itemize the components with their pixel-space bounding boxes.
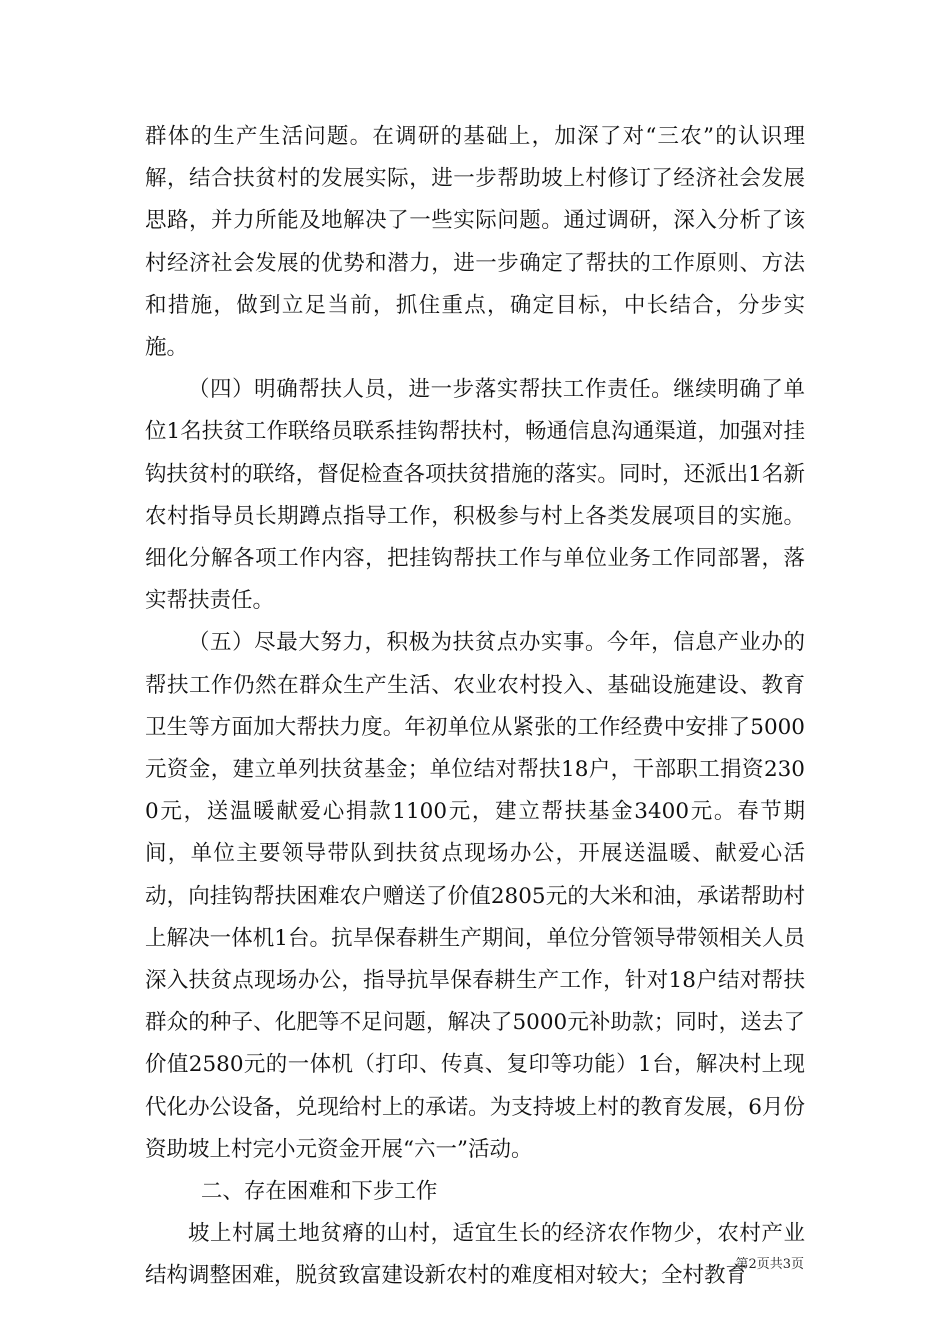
section-heading-two: 二、存在困难和下步工作 bbox=[200, 1179, 438, 1205]
paragraph-continued: 群体的生产生活问题。在调研的基础上，加深了对“三农”的认识理解，结合扶贫村的发展实际，进一步帮助坡上村修订了经济社会发展思路，并力所能及地解决了一些实际问题。通过调研，深入分析了该村经济社会发展的优势和潜力，进一步确定了帮扶的工作原则、方法和措施，做到立足当前，抓住重点，确定目标，中长结合，分步实施。 bbox=[145, 124, 805, 361]
paragraph-section-four: （四）明确帮扶人员，进一步落实帮扶工作责任。继续明确了单位1名扶贫工作联络员联系挂钩帮扶村，畅通信息沟通渠道，加强对挂钩扶贫村的联络，督促检查各项扶贫措施的落实。同时，还派出1名新农村指导员长期蹲点指导工作，积极参与村上各类发展项目的实施。细化分解各项工作内容，把挂钩帮扶工作与单位业务工作同部署，落实帮扶责任。 bbox=[145, 377, 805, 614]
document-body bbox=[145, 116, 805, 1298]
page-number-footer: 第2页共3页 bbox=[735, 1257, 804, 1272]
paragraph-difficulties: 坡上村属土地贫瘠的山村，适宜生长的经济农作物少，农村产业结构调整困难，脱贫致富建设新农村的难度相对较大；全村教育 bbox=[145, 1221, 805, 1289]
paragraph-section-five: （五）尽最大努力，积极为扶贫点办实事。今年，信息产业办的帮扶工作仍然在群众生产生活、农业农村投入、基础设施建设、教育卫生等方面加大帮扶力度。年初单位从紧张的工作经费中安排了5000元资金，建立单列扶贫基金；单位结对帮扶18户，干部职工捐资2300元，送温暖献爱心捐款1100元，建立帮扶基金3400元。春节期间，单位主要领导带队到扶贫点现场办公，开展送温暖、献爱心活动，向挂钩帮扶困难农户赠送了价值2805元的大米和油，承诺帮助村上解决一体机1台。抗旱保春耕生产期间，单位分管领导带领相关人员深入扶贫点现场办公，指导抗旱保春耕生产工作，针对18户结对帮扶群众的种子、化肥等不足问题，解决了5000元补助款；同时，送去了价值2580元的一体机（打印、传真、复印等功能）1台，解决村上现代化办公设备，兑现给村上的承诺。为支持坡上村的教育发展，6月份资助坡上村完小元资金开展“六一”活动。 bbox=[145, 630, 805, 1162]
